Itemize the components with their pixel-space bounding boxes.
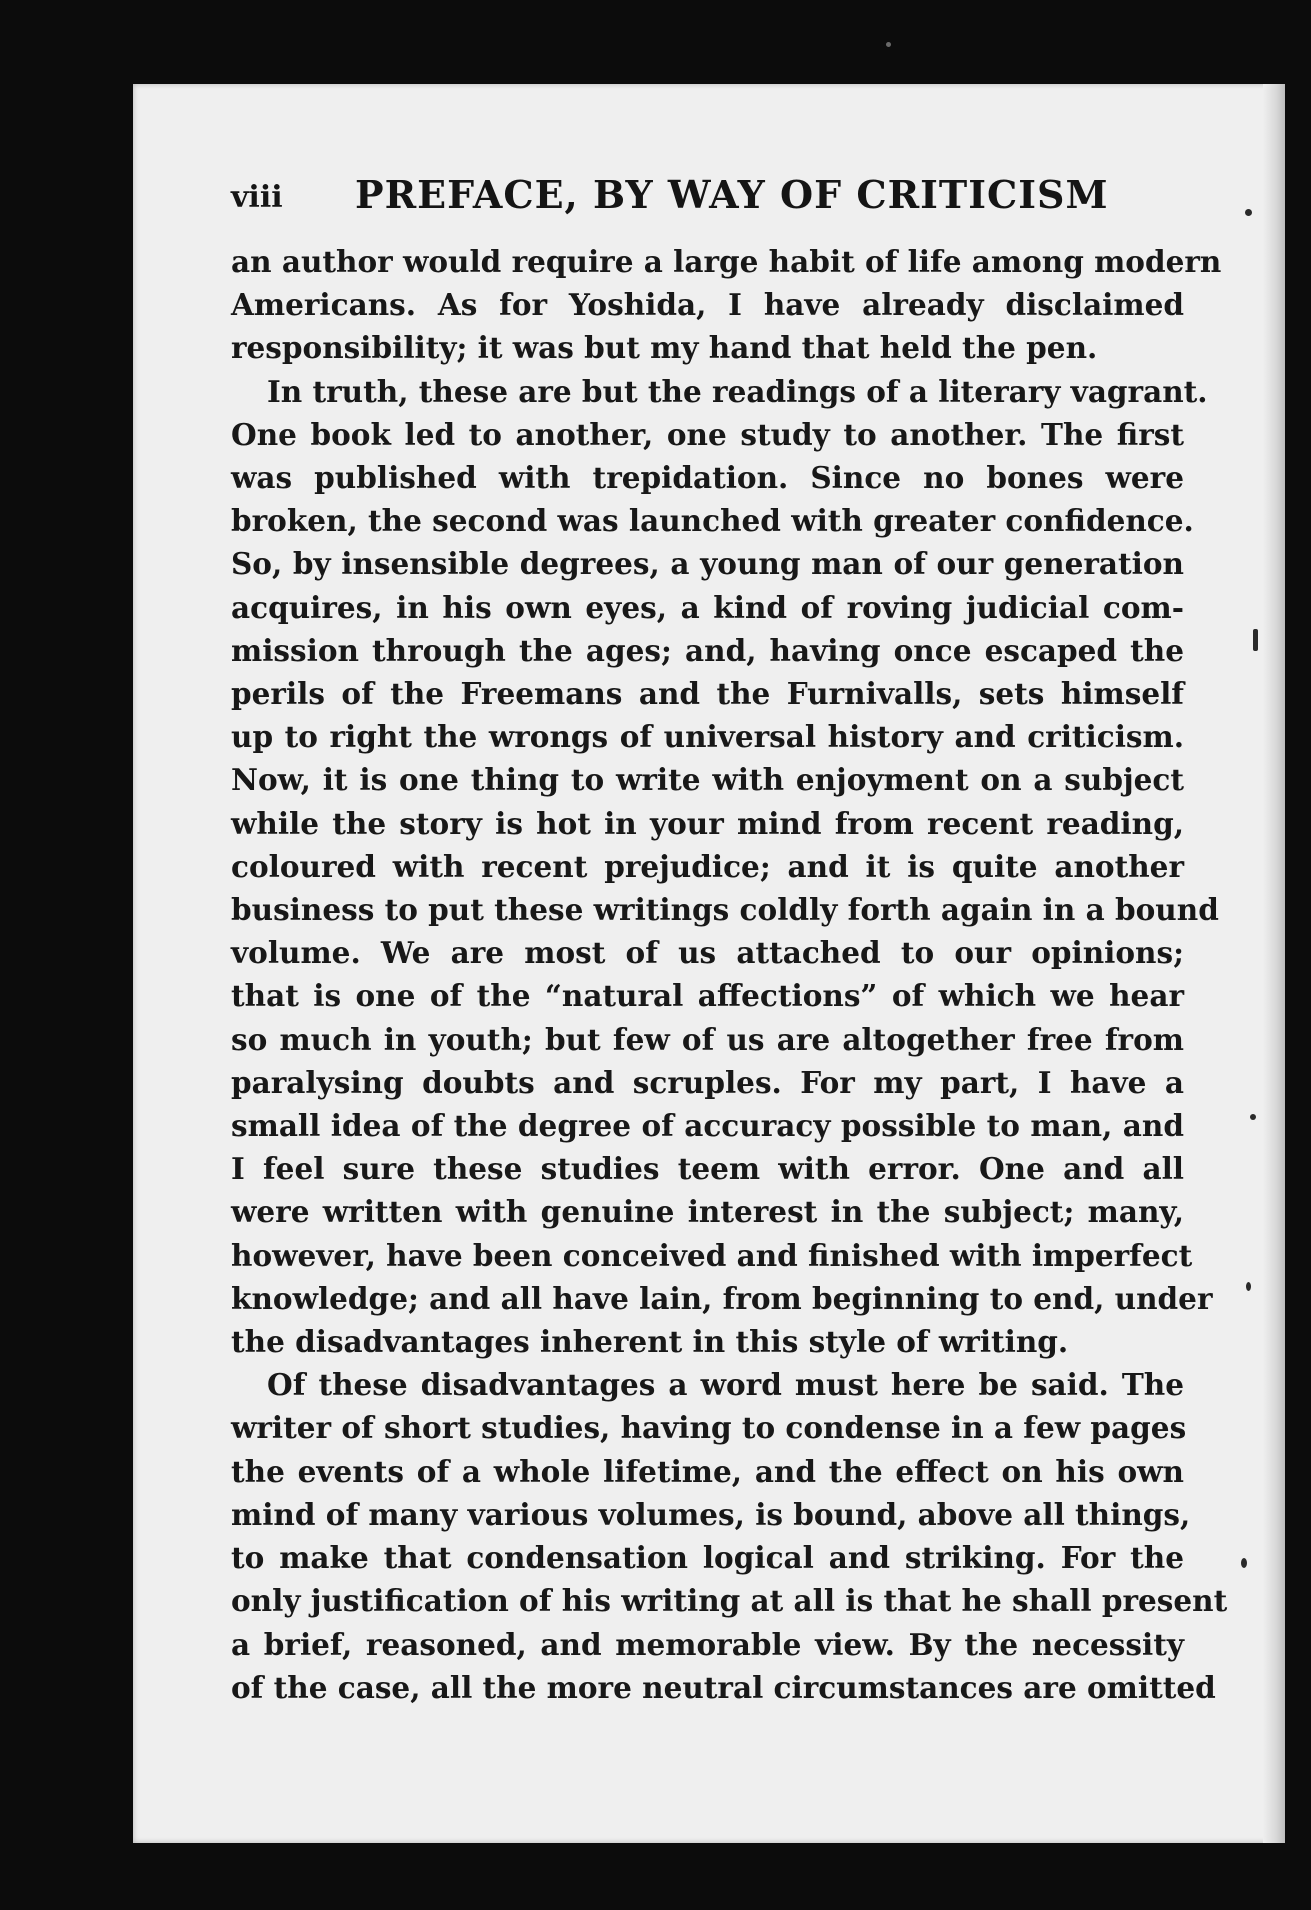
- text-line: however, have been conceived and finished with imperfect: [231, 1237, 1193, 1273]
- text-line: perils of the Freemans and the Furnivalls, sets himself: [231, 676, 1184, 712]
- text-line: to make that condensation logical and striking. For the: [231, 1540, 1184, 1576]
- text-line: were written with genuine interest in the subject; many,: [231, 1194, 1184, 1230]
- book-page: [133, 84, 1285, 1843]
- text-line: responsibility; it was but my hand that held the pen.: [231, 330, 1098, 366]
- text-line: business to put these writings coldly forth again in a bound: [231, 892, 1219, 928]
- page-edge-shadow: [1263, 84, 1285, 1843]
- text-line: I feel sure these studies teem with error. One and all: [231, 1151, 1184, 1187]
- text-line: up to right the wrongs of universal history and criticism.: [231, 719, 1184, 755]
- text-line: knowledge; and all have lain, from beginning to end, under: [231, 1280, 1213, 1316]
- text-line: small idea of the degree of accuracy possible to man, and: [231, 1108, 1184, 1144]
- text-line: Now, it is one thing to write with enjoyment on a subject: [231, 762, 1184, 798]
- text-line: coloured with recent prejudice; and it is quite another: [231, 848, 1184, 884]
- text-line: of the case, all the more neutral circumstances are omitted: [231, 1669, 1216, 1705]
- text-line: writer of short studies, having to condense in a few pages: [231, 1410, 1187, 1446]
- text-line: the disadvantages inherent in this style of writing.: [231, 1324, 1069, 1360]
- text-line: Americans. As for Yoshida, I have already disclaimed: [231, 287, 1184, 323]
- scan-speck: [1250, 1114, 1256, 1120]
- scan-speck: [1241, 1558, 1247, 1568]
- text-line: In truth, these are but the readings of a literary vagrant.: [267, 373, 1208, 409]
- text-line: mind of many various volumes, is bound, above all things,: [231, 1496, 1191, 1532]
- text-line: was published with trepidation. Since no bones were: [231, 460, 1184, 496]
- scan-speck: [1246, 1282, 1251, 1291]
- text-line: broken, the second was launched with greater confidence.: [231, 503, 1194, 539]
- text-line: mission through the ages; and, having once escaped the: [231, 632, 1184, 668]
- text-line: so much in youth; but few of us are altogether free from: [231, 1021, 1184, 1057]
- text-line: acquires, in his own eyes, a kind of roving judicial com-: [231, 589, 1184, 625]
- text-line: paralysing doubts and scruples. For my part, I have a: [231, 1064, 1184, 1100]
- page-number: viii: [231, 180, 283, 215]
- text-line: So, by insensible degrees, a young man of our generation: [231, 546, 1184, 582]
- scan-speck: [886, 42, 891, 47]
- page-header: [231, 172, 1184, 232]
- text-line: a brief, reasoned, and memorable view. By the necessity: [231, 1626, 1184, 1662]
- text-line: Of these disadvantages a word must here be said. The: [267, 1367, 1184, 1403]
- text-line: only justification of his writing at all is that he shall present: [231, 1583, 1228, 1619]
- body-text: [231, 240, 1228, 1709]
- text-line: volume. We are most of us attached to our opinions;: [231, 935, 1184, 971]
- text-line: One book led to another, one study to another. The first: [231, 416, 1184, 452]
- text-line: while the story is hot in your mind from recent reading,: [231, 805, 1184, 841]
- text-line: that is one of the “natural affections” of which we hear: [231, 978, 1184, 1014]
- scan-speck: [1245, 209, 1252, 216]
- text-line: an author would require a large habit of life among modern: [231, 244, 1222, 279]
- running-title: PREFACE, BY WAY OF CRITICISM: [355, 172, 1109, 217]
- scan-speck: [1253, 629, 1258, 651]
- text-line: the events of a whole lifetime, and the effect on his own: [231, 1453, 1184, 1489]
